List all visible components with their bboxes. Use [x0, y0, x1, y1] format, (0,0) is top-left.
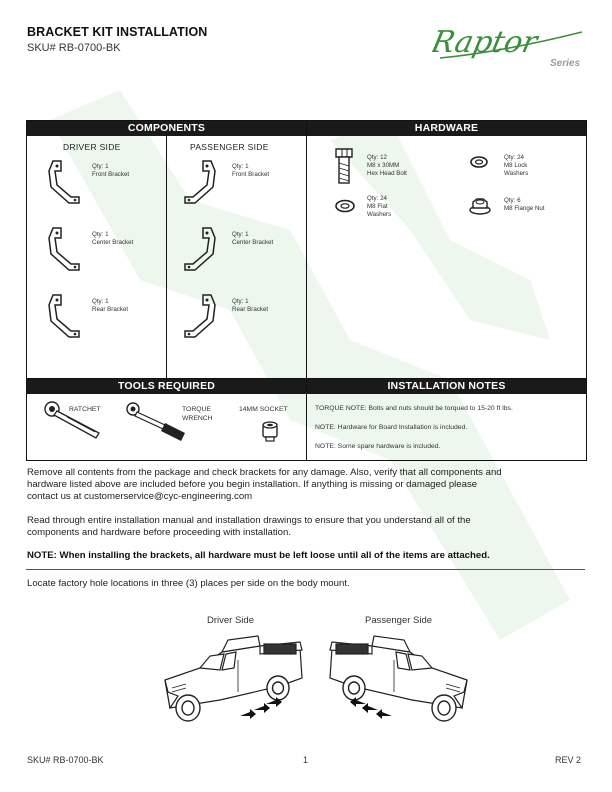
- hex-bolt-size: M8 x 30MM: [367, 162, 400, 169]
- ratchet-label: RATCHET: [69, 406, 101, 413]
- passenger-side-label: Passenger Side: [365, 615, 433, 626]
- flat-washer-size: M8 Flat: [367, 203, 388, 210]
- driver-side-truck-diagram: [160, 630, 310, 730]
- column-divider: [306, 379, 307, 460]
- passenger-side-heading: PASSENGER SIDE: [190, 142, 269, 152]
- hex-bolt-qty: Qty: 12: [367, 154, 387, 161]
- passenger-rear-name: Rear Bracket: [232, 306, 269, 313]
- sku-header: SKU# RB-0700-BK: [27, 42, 121, 54]
- driver-rear-bracket: [45, 291, 85, 346]
- driver-center-qty: Qty: 1: [92, 231, 109, 238]
- passenger-front-name: Front Bracket: [232, 171, 270, 178]
- installation-notes-header: INSTALLATION NOTES: [307, 379, 586, 394]
- socket-label: 14MM SOCKET: [239, 406, 288, 413]
- torque-note: TORQUE NOTE: Bolts and nuts should be torqued to 15-20 ft lbs.: [315, 405, 513, 412]
- driver-front-name: Front Bracket: [92, 171, 130, 178]
- flat-washer-icon: [334, 199, 356, 218]
- spare-hardware-note: NOTE: Some spare hardware is included.: [315, 443, 441, 450]
- passenger-rear-bracket: [179, 291, 219, 346]
- passenger-front-qty: Qty: 1: [232, 163, 249, 170]
- passenger-center-qty: Qty: 1: [232, 231, 249, 238]
- bracket-icon: [179, 157, 219, 207]
- driver-front-qty: Qty: 1: [92, 163, 109, 170]
- flange-nut-name: M8 Flange Nut: [504, 205, 545, 212]
- flat-washer-qty: Qty: 24: [367, 195, 387, 202]
- manual-paragraph: [27, 515, 587, 539]
- lock-washer-name: Washers: [504, 170, 529, 177]
- flange-nut-icon: [468, 197, 492, 220]
- manual-line-2: components and hardware before proceeding with installation.: [27, 527, 291, 539]
- intro-paragraph: [27, 467, 587, 504]
- section-divider: [26, 569, 585, 570]
- socket-icon: [259, 419, 283, 448]
- bracket-icon: [45, 157, 85, 207]
- torque-wrench-icon: [125, 401, 189, 446]
- torque-wrench-label-2: WRENCH: [182, 415, 213, 422]
- side-divider: [166, 136, 167, 378]
- hex-bolt-name: Hex Head Bolt: [367, 170, 407, 177]
- loose-hardware-note: NOTE: When installing the brackets, all hardware must be left loose until all of the items are attached.: [27, 550, 490, 561]
- driver-rear-name: Rear Bracket: [92, 306, 129, 313]
- intro-line-3: contact us at customerservice@cyc-engineering.com: [27, 491, 253, 503]
- driver-center-name: Center Bracket: [92, 239, 134, 246]
- driver-rear-qty: Qty: 1: [92, 298, 109, 305]
- driver-side-heading: DRIVER SIDE: [63, 142, 121, 152]
- bracket-icon: [45, 291, 85, 341]
- passenger-center-bracket: [179, 224, 219, 279]
- footer-sku: SKU# RB-0700-BK: [27, 755, 104, 765]
- manual-line-1: Read through entire installation manual and installation drawings to ensure that you understand all of the: [27, 515, 471, 526]
- document-title: BRACKET KIT INSTALLATION: [27, 25, 208, 39]
- flat-washer-name: Washers: [367, 211, 392, 218]
- driver-front-bracket: [45, 157, 85, 212]
- bracket-icon: [45, 224, 85, 274]
- svg-text:Raptor: Raptor: [432, 25, 541, 60]
- passenger-rear-qty: Qty: 1: [232, 298, 249, 305]
- tools-required-header: TOOLS REQUIRED: [27, 379, 306, 394]
- hardware-note: NOTE: Hardware for Board Installation is included.: [315, 424, 468, 431]
- lock-washer-size: M8 Lock: [504, 162, 528, 169]
- lock-washer-qty: Qty: 24: [504, 154, 524, 161]
- intro-line-1: Remove all contents from the package and check brackets for any damage. Also, verify that all components and: [27, 467, 502, 478]
- torque-wrench-label-1: TORQUE: [182, 406, 211, 413]
- tools-notes-table: [26, 378, 587, 461]
- passenger-center-name: Center Bracket: [232, 239, 274, 246]
- hardware-header: HARDWARE: [307, 121, 586, 136]
- lock-washer-icon: [469, 155, 489, 174]
- passenger-side-truck-diagram: [322, 630, 472, 730]
- bracket-icon: [179, 224, 219, 274]
- revision: REV 2: [555, 755, 582, 765]
- flange-nut-qty: Qty: 6: [504, 197, 521, 204]
- hex-bolt-icon: [333, 147, 355, 190]
- column-divider: [306, 121, 307, 378]
- raptor-series-logo: [432, 14, 592, 74]
- driver-side-label: Driver Side: [207, 615, 254, 626]
- driver-center-bracket: [45, 224, 85, 279]
- intro-line-2: hardware listed above are included before you begin installation. If anything is missing or damaged please: [27, 479, 478, 491]
- svg-text:Series: Series: [550, 58, 581, 69]
- components-header: COMPONENTS: [27, 121, 306, 136]
- passenger-front-bracket: [179, 157, 219, 212]
- components-hardware-table: [26, 120, 587, 379]
- page-number: 1: [303, 755, 309, 765]
- step-instruction: Locate factory hole locations in three (3) places per side on the body mount.: [27, 578, 350, 589]
- bracket-icon: [179, 291, 219, 341]
